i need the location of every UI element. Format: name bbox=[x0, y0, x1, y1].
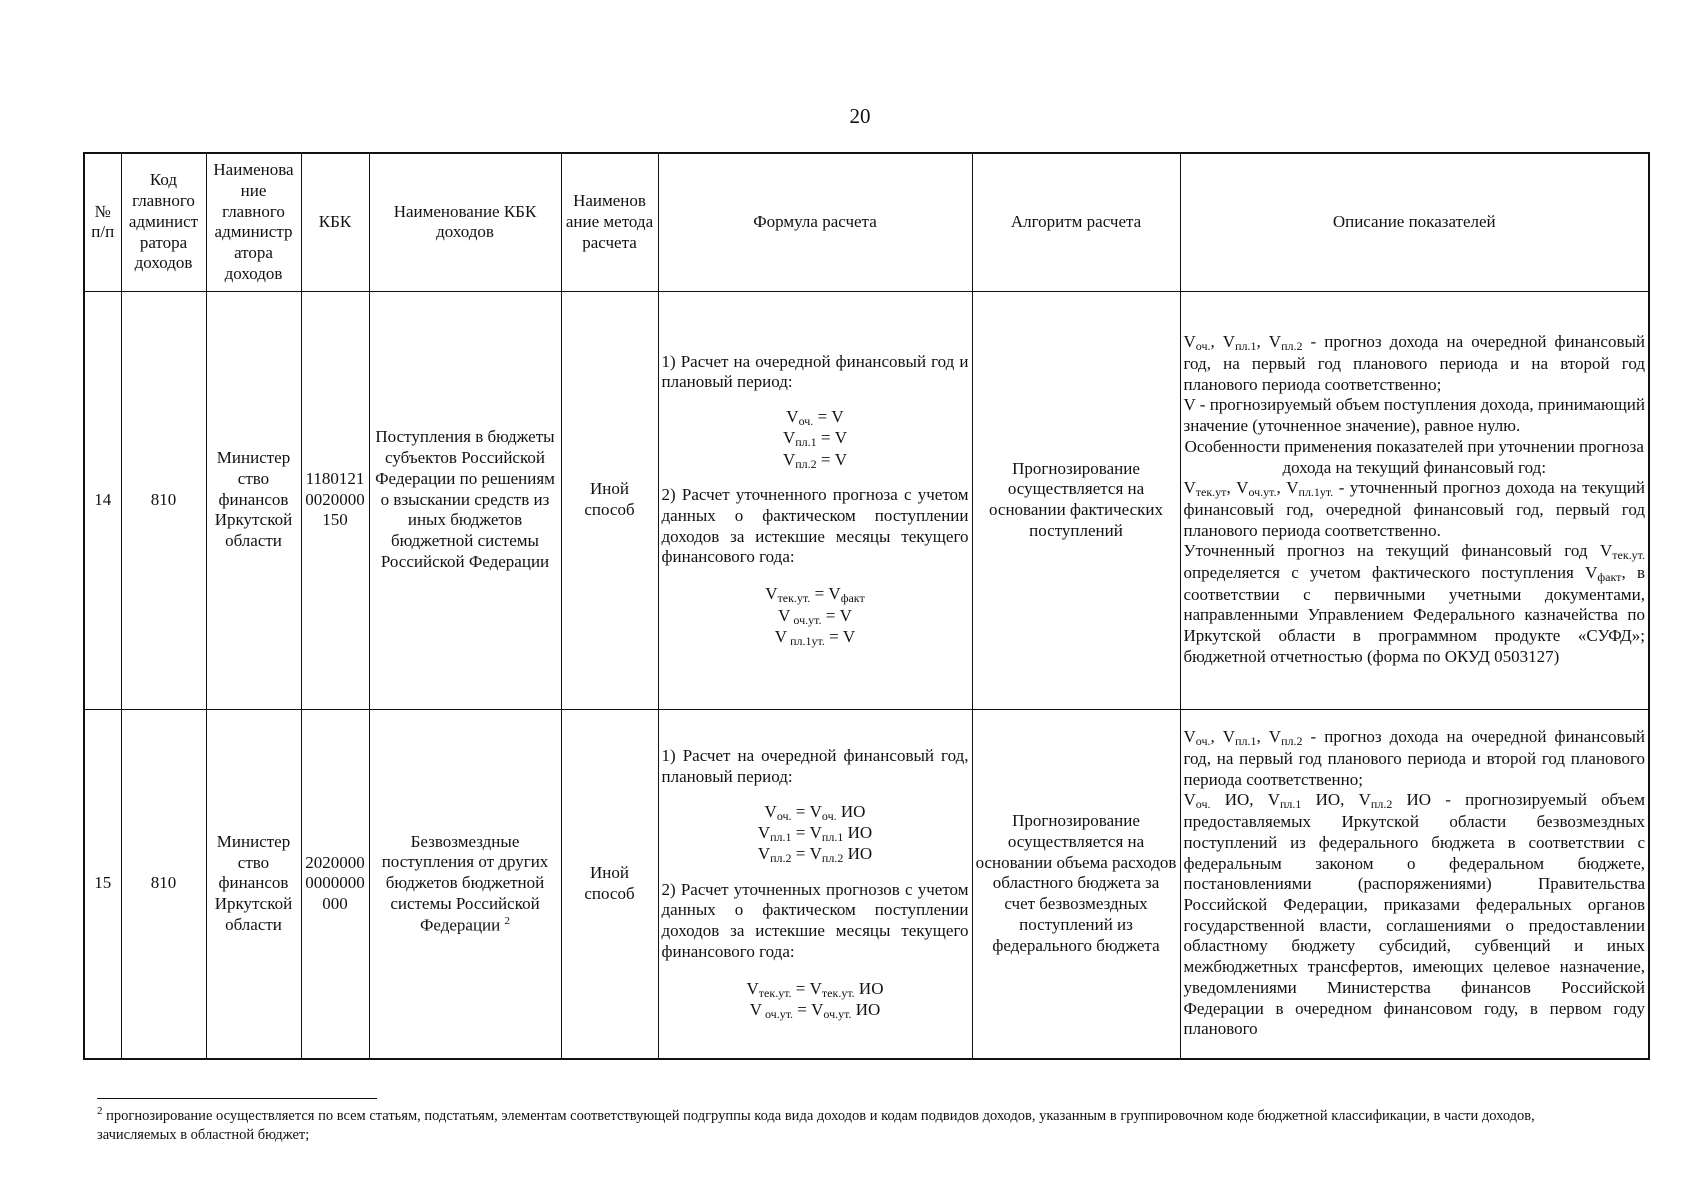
description-paragraph: Уточненный прогноз на текущий финансовый год $V_{тек.ут.}$ определяется с учетом фактического поступления $V_{факт}$, в соответствии с первичными учетными документами, направленными Управлением Федерального казначейства по Иркутской области в программном продукте «СУФД»; бюджетной отчетностью (форма по ОКУД 0503127) bbox=[1183, 541, 1645, 666]
formula-step-1: 1) Расчет на очередной финансовый год, плановый период: bbox=[661, 746, 969, 786]
formula-line: $V_{тек.ут.} = V_{тек.ут.}$ ИО bbox=[746, 978, 884, 1000]
row-num: 15 bbox=[84, 709, 121, 1059]
kbk-code: 2020000 0000000 000 bbox=[301, 709, 369, 1059]
kbk-name: Поступления в бюджеты субъектов Российской Федерации по решениям о взыскании средств из иных бюджетов бюджетной системы Российской Федерации bbox=[369, 291, 561, 709]
header-kbk: КБК bbox=[301, 153, 369, 291]
description-paragraph: $V_{оч.}$, $V_{пл.1}$, $V_{пл.2}$ - прогноз дохода на очередной финансовый год, на первый год планового периода и второй год планового периода соответственно; bbox=[1183, 727, 1645, 789]
table-row bbox=[84, 709, 1649, 1059]
formula-line: V $_{пл.1ут.}$ = V bbox=[774, 626, 856, 648]
formula-step-1: 1) Расчет на очередной финансовый год и плановый период: bbox=[661, 351, 969, 392]
header-kbk-name: Наименование КБК доходов bbox=[369, 153, 561, 291]
admin-name: Министер ство финансов Иркутской области bbox=[206, 709, 301, 1059]
footnote bbox=[97, 1104, 1607, 1146]
formula-line: V $_{оч.ут.}$ = V bbox=[778, 605, 852, 627]
formula-line: $V_{пл.1} = V_{пл.1}$ ИО bbox=[757, 822, 873, 844]
formula-line: V $_{оч.ут.} = V_{оч.ут.}$ ИО bbox=[749, 1000, 881, 1022]
admin-code: 810 bbox=[121, 709, 206, 1059]
footnote-text: прогнозирование осуществляется по всем статьям, подстатьям, элементам соответствующей подгруппы кода вида доходов и кодам подвидов доходов, указанным в группировочном коде бюджетной классификации, в части доходов, зачисляемых в областной бюджет; bbox=[97, 1107, 1535, 1144]
header-formula: Формула расчета bbox=[658, 153, 972, 291]
header-num: № п/п bbox=[84, 153, 121, 291]
description-paragraph: $V_{оч.}$ ИО, $V_{пл.1}$ ИО, $V_{пл.2}$ ИО - прогнозируемый объем предоставляемых Иркутской области безвозмездных поступлений из федерального бюджета в соответствии с федеральным законом о федеральном бюджете, постановлениями (распоряжениями) Правительства Российской Федерации, приказами федеральных органов государственной власти, соглашениями о предоставлении областному бюджету субсидий, субвенций и иных межбюджетных трансфертов, имеющих целевое назначение, уведомлениями Министерства финансов Российской Федерации в очередном финансовом году, в первом году планового bbox=[1183, 790, 1645, 1039]
description-paragraph: $V_{тек.ут}$, $V_{оч.ут.}$, $V_{пл.1ут.}$ - уточненный прогноз дохода на текущий финансовый год, очередной финансовый год, первый год планового периода соответственно. bbox=[1183, 478, 1645, 540]
kbk-code: 1180121 0020000 150 bbox=[301, 291, 369, 709]
table-row bbox=[84, 291, 1649, 709]
formula-cell bbox=[658, 291, 972, 709]
description-paragraph: Особенности применения показателей при уточнении прогноза дохода на текущий финансовый год: bbox=[1184, 436, 1644, 477]
formula-line: $V_{оч.} = V$ bbox=[786, 407, 844, 429]
admin-code: 810 bbox=[121, 291, 206, 709]
row-num: 14 bbox=[84, 291, 121, 709]
formula-line: $V_{пл.1} = V$ bbox=[782, 428, 848, 450]
formula-step-2: 2) Расчет уточненного прогноза с учетом данных о фактическом поступлении доходов за истекшие месяцы текущего финансового года: bbox=[661, 485, 969, 567]
header-method-name: Наименов ание метода расчета bbox=[561, 153, 658, 291]
header-admin-code: Код главного админист ратора доходов bbox=[121, 153, 206, 291]
method-name: Иной способ bbox=[561, 291, 658, 709]
algorithm-cell: Прогнозирование осуществляется на основании объема расходов областного бюджета за счет безвозмездных поступлений из федерального бюджета bbox=[972, 709, 1180, 1059]
forecast-table bbox=[83, 152, 1650, 1060]
formula-step-2: 2) Расчет уточненных прогнозов с учетом данных о фактическом поступлении доходов за истекшие месяцы текущего финансового года: bbox=[661, 879, 969, 961]
page-number: 20 bbox=[849, 104, 871, 128]
formula-line: $V_{пл.2} = V_{пл.2}$ ИО bbox=[757, 844, 873, 866]
description-cell bbox=[1180, 291, 1649, 709]
admin-name: Министер ство финансов Иркутской области bbox=[206, 291, 301, 709]
formula-line: $V_{пл.2} = V$ bbox=[782, 449, 848, 471]
header-admin-name: Наименова ние главного администр атора доходов bbox=[206, 153, 301, 291]
table-header-row bbox=[84, 153, 1649, 291]
description-paragraph: $V_{оч.}$, $V_{пл.1}$, $V_{пл.2}$ - прогноз дохода на очередной финансовый год, на первый год планового периода и на второй год планового периода соответственно; bbox=[1183, 332, 1645, 394]
formula-line: $V_{тек.ут.} = V_{факт}$ bbox=[765, 584, 865, 606]
formula-cell bbox=[658, 709, 972, 1059]
header-description: Описание показателей bbox=[1180, 153, 1649, 291]
description-cell bbox=[1180, 709, 1649, 1059]
footnote-divider bbox=[97, 1098, 377, 1099]
header-algorithm: Алгоритм расчета bbox=[972, 153, 1180, 291]
method-name: Иной способ bbox=[561, 709, 658, 1059]
kbk-name: Безвозмездные поступления от других бюджетов бюджетной системы Российской Федерации $^2$ bbox=[369, 709, 561, 1059]
footnote-mark: 2 bbox=[97, 1105, 103, 1117]
formula-line: $V_{оч.} = V_{оч.}$ ИО bbox=[764, 801, 866, 823]
footnote-ref: 2 bbox=[504, 914, 511, 927]
description-paragraph: V - прогнозируемый объем поступления дохода, принимающий значение (уточненное значение), равное нулю. bbox=[1183, 395, 1645, 436]
algorithm-cell: Прогнозирование осуществляется на основании фактических поступлений bbox=[972, 291, 1180, 709]
